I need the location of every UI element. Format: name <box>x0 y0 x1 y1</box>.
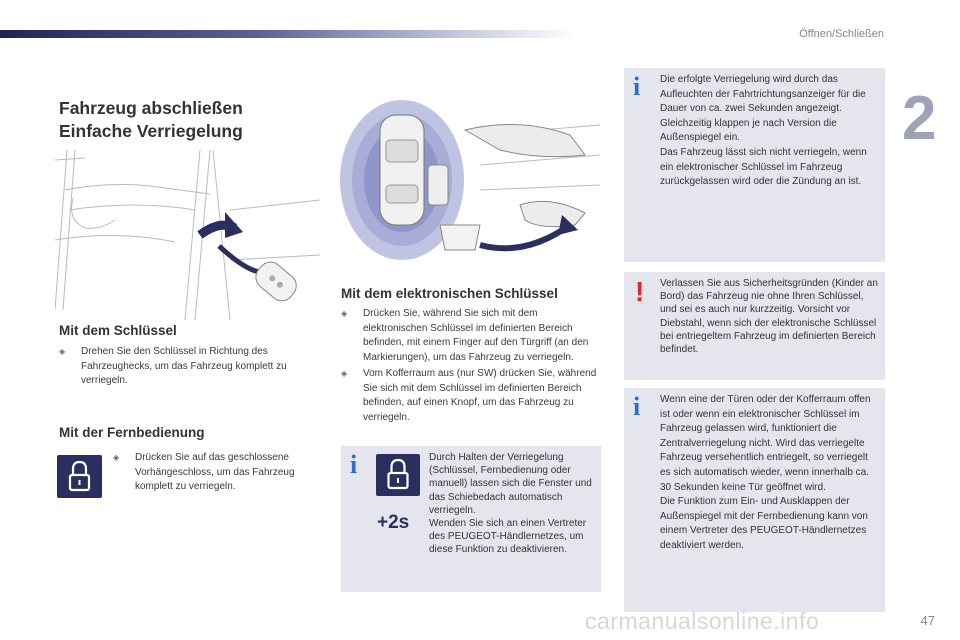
section-header-title: Öffnen/Schließen <box>799 28 884 40</box>
remote-section-title: Mit der Fernbedienung <box>59 425 205 440</box>
info-box-bottom-text <box>660 393 880 554</box>
info-box-bottom <box>624 388 885 612</box>
warning-box-text: Verlassen Sie aus Sicherheitsgründen (Kinder an Bord) das Fahrzeug nie ohne Ihren Schlüssel, und sei es auch nur kurzzeitig. Vorsicht vor Diebstahl, wenn sich der elektronische Schlüssel bei entriegeltem Fahrzeug im definierten Bereich befindet. <box>660 278 878 356</box>
watermark: carmanualsonline.info <box>585 608 820 634</box>
door-key-illustration <box>55 150 320 320</box>
info-deadlock-text-1: Durch Halten der Verriegelung (Schlüssel, Fernbedienung oder manuell) lassen sich die Fenster und das Schiebedach automatisch verriegeln. <box>429 452 592 516</box>
padlock-icon <box>376 454 420 496</box>
title-line-2: Einfache Verriegelung <box>59 121 243 141</box>
info-icon: i <box>350 450 358 479</box>
remote-section-bullet: Drücken Sie auf das geschlossene Vorhängeschloss, um das Fahrzeug komplett zu verriegeln. <box>135 452 295 492</box>
info-box-top <box>624 68 885 262</box>
padlock-icon <box>57 455 102 498</box>
info-icon: i <box>633 72 641 101</box>
electronic-section-title: Mit dem elektronischen Schlüssel <box>341 286 558 301</box>
chapter-number: 2 <box>902 84 937 153</box>
page-number: 47 <box>920 613 935 628</box>
warning-box <box>624 272 885 380</box>
key-section-title: Mit dem Schlüssel <box>59 323 177 338</box>
key-section-bullet: Drehen Sie den Schlüssel in Richtung des Fahrzeughecks, um das Fahrzeug komplett zu verriegeln. <box>81 346 287 386</box>
info-top-text-2: Das Fahrzeug lässt sich nicht verriegeln, wenn ein elektronischer Schlüssel im Fahrzeug zurückgelassen wird oder die Zündung an ist. <box>660 146 867 188</box>
info-icon: i <box>633 392 641 421</box>
bullet-triangle-icon: ◈ <box>341 309 348 318</box>
warning-icon: ! <box>635 276 645 307</box>
bullet-triangle-icon: ◈ <box>113 453 120 462</box>
padlock-tile <box>57 455 102 498</box>
padlock-tile <box>376 454 420 496</box>
info-bottom-text-1: Wenn eine der Türen oder der Kofferraum offen ist oder wenn ein elektronischer Schlüssel im Fahrzeug gelassen wird, funktioniert die Zentralverriegelung nicht. Wird das verriegelte Fahrzeug versehentlich entriegelt, so verriegelt es sich automatisch wieder, wenn innerhalb ca. 30 Sekunden keine Tür geöffnet wird. <box>660 394 871 493</box>
electronic-bullet-1: Drücken Sie, während Sie sich mit dem elektronischen Schlüssel im definierten Bereich befinden, mit einem Finger auf den Türgriff (an den Markierungen), um das Fahrzeug zu verriegeln. <box>363 308 589 363</box>
plus-2-seconds-badge: +2s <box>377 512 410 533</box>
bullet-triangle-icon: ◈ <box>59 347 66 356</box>
title-line-1: Fahrzeug abschließen <box>59 98 243 118</box>
bullet-triangle-icon: ◈ <box>341 369 348 378</box>
electronic-section-text <box>341 307 603 427</box>
header-bar <box>0 30 575 38</box>
info-box-deadlock <box>341 446 601 592</box>
remote-section-text <box>113 451 313 497</box>
info-box-top-text <box>660 73 880 190</box>
electronic-key-illustration <box>340 95 600 260</box>
info-bottom-text-2: Die Funktion zum Ein- und Ausklappen der Außenspiegel mit der Fernbedienung kann von einem Vertreter des PEUGEOT-Händlernetzes deaktiviert werden. <box>660 496 868 551</box>
key-section-text <box>59 345 309 391</box>
page-title <box>59 97 243 143</box>
info-deadlock-text-2: Wenden Sie sich an einen Vertreter des PEUGEOT-Händlernetzes, um diese Funktion zu deaktivieren. <box>429 518 587 556</box>
info-top-text-1: Die erfolgte Verriegelung wird durch das Aufleuchten der Fahrtrichtungsanzeiger für die Dauer von ca. zwei Sekunden angezeigt. Gleichzeitig klappen je nach Version die Außenspiegel ein. <box>660 74 866 144</box>
electronic-bullet-2: Vom Kofferraum aus (nur SW) drücken Sie, während Sie sich mit dem Schlüssel im definierten Bereich befinden, auf einen Knopf, um das Fahrzeug zu verriegeln. <box>363 368 597 423</box>
info-box-deadlock-text <box>429 451 597 557</box>
